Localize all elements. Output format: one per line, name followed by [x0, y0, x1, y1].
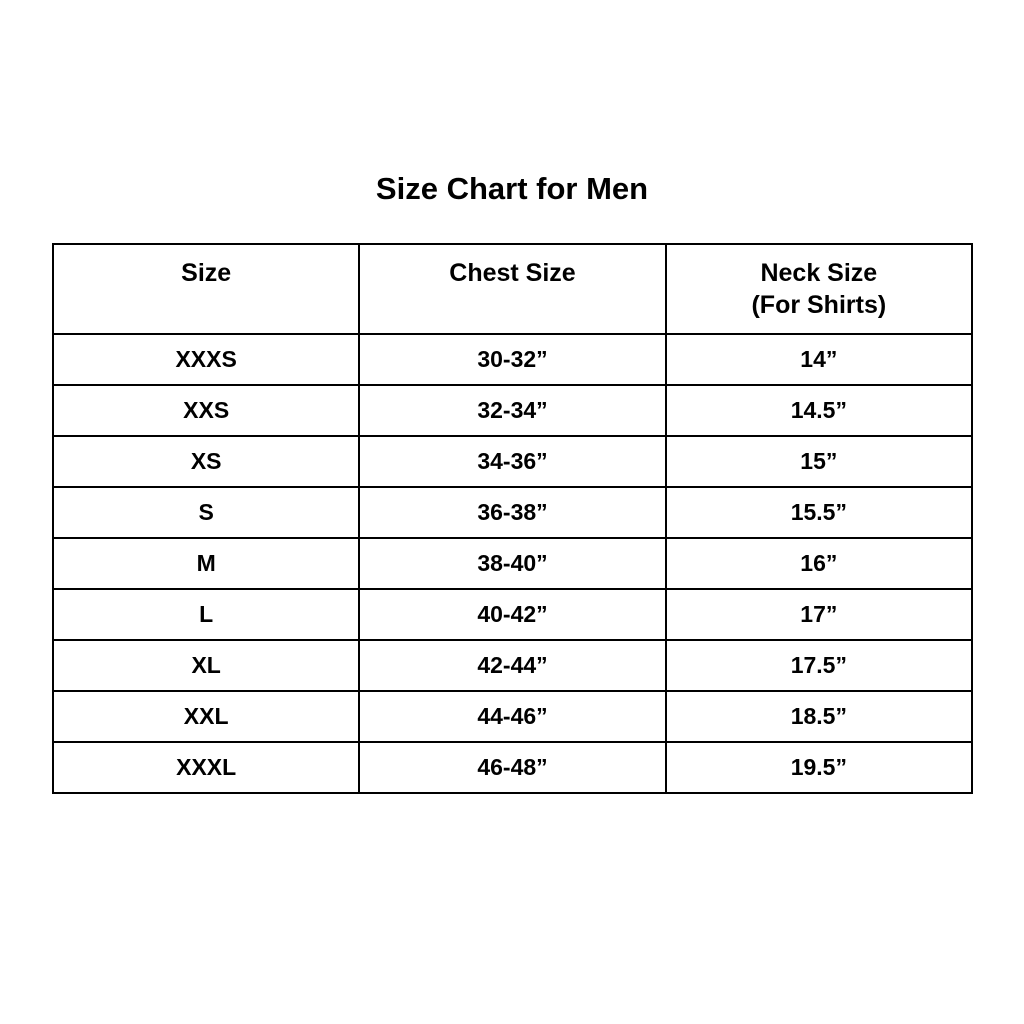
cell-chest: 42-44”	[359, 640, 665, 691]
header-chest-label: Chest Size	[449, 259, 576, 287]
cell-chest: 30-32”	[359, 334, 665, 385]
table-row	[53, 538, 972, 589]
table-row	[53, 742, 972, 793]
table-row	[53, 334, 972, 385]
cell-chest: 44-46”	[359, 691, 665, 742]
header-row	[53, 244, 972, 334]
table-row	[53, 487, 972, 538]
cell-size: XS	[53, 436, 359, 487]
cell-neck: 14.5”	[666, 385, 972, 436]
cell-size: XXS	[53, 385, 359, 436]
table-row	[53, 589, 972, 640]
cell-neck: 15.5”	[666, 487, 972, 538]
cell-neck: 16”	[666, 538, 972, 589]
cell-size: XXXL	[53, 742, 359, 793]
header-neck-label: Neck Size	[760, 259, 878, 287]
table-row	[53, 436, 972, 487]
header-cell-size	[53, 244, 359, 334]
header-size-label: Size	[181, 259, 232, 287]
table-row	[53, 691, 972, 742]
cell-neck: 15”	[666, 436, 972, 487]
page-title: Size Chart for Men	[375, 171, 649, 206]
cell-size: XXL	[53, 691, 359, 742]
cell-chest: 36-38”	[359, 487, 665, 538]
table-header	[53, 244, 972, 334]
cell-size: S	[53, 487, 359, 538]
cell-chest: 34-36”	[359, 436, 665, 487]
cell-chest: 38-40”	[359, 538, 665, 589]
table-row	[53, 385, 972, 436]
cell-chest: 46-48”	[359, 742, 665, 793]
table-body	[53, 334, 972, 793]
cell-size: XXXS	[53, 334, 359, 385]
header-size-subline	[54, 289, 358, 321]
cell-neck: 14”	[666, 334, 972, 385]
cell-neck: 19.5”	[666, 742, 972, 793]
header-cell-chest-size	[359, 244, 665, 334]
cell-chest: 32-34”	[359, 385, 665, 436]
header-neck-subline: (For Shirts)	[751, 291, 887, 319]
header-chest-subline	[360, 289, 664, 321]
cell-neck: 18.5”	[666, 691, 972, 742]
cell-neck: 17”	[666, 589, 972, 640]
size-chart-table	[52, 243, 973, 794]
table-row	[53, 640, 972, 691]
cell-neck: 17.5”	[666, 640, 972, 691]
cell-size: XL	[53, 640, 359, 691]
cell-chest: 40-42”	[359, 589, 665, 640]
cell-size: L	[53, 589, 359, 640]
cell-size: M	[53, 538, 359, 589]
header-cell-neck-size	[666, 244, 972, 334]
